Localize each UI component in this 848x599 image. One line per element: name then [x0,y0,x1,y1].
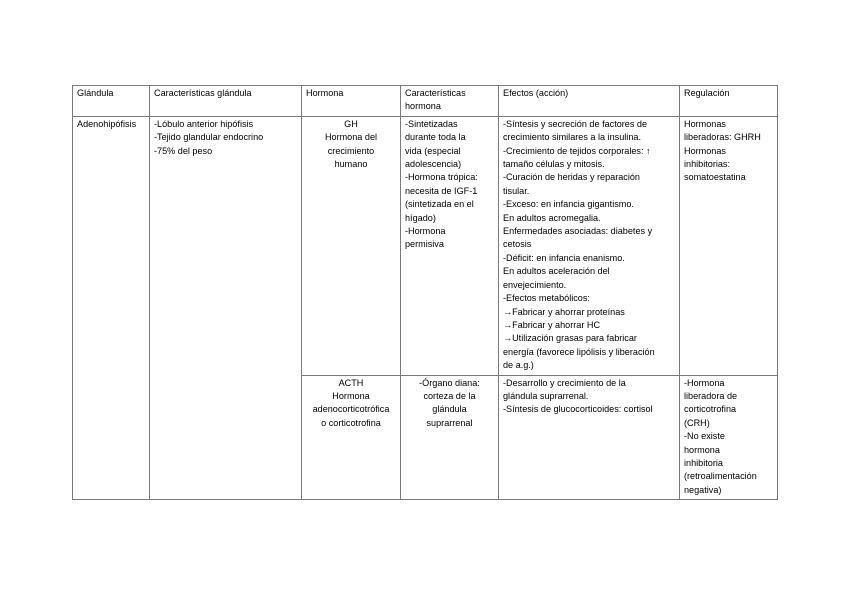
text-line: -Exceso: en infancia gigantismo. [503,199,634,210]
text-line: suprarrenal [426,417,473,428]
gland-features-cell [150,116,302,499]
text-line: Hormona [332,390,370,401]
text-line: adenocorticotrófica [312,404,390,415]
text-line: somatoestatina [684,172,746,183]
hormone-cell-acth [302,375,401,500]
text-line: -Hormona [405,226,446,237]
text-line: inhibitoria [684,457,723,468]
text-line: Enfermedades asociadas: diabetes y [503,226,653,237]
effects-gh-text [503,118,675,373]
text-line: -Síntesis de glucocorticoides: cortisol [503,404,653,415]
text-line: envejecimiento. [503,279,567,290]
text-line: crecimiento [327,145,375,156]
text-line: corteza de la [423,390,476,401]
text-line: glándula [432,404,467,415]
text-line: -Hormona trópica: [405,172,478,183]
text-line: inhibitorias: [684,159,730,170]
text-line: →Fabricar y ahorrar HC [503,319,601,330]
text-line: (retroalimentación [684,471,757,482]
text-line: negativa) [684,484,722,495]
hormone-acth-text [306,377,396,431]
text-line: -Déficit: en infancia enanismo. [503,252,625,263]
text-line: vida (especial [405,145,461,156]
text-line: -Lóbulo anterior hipófisis [154,118,254,129]
text-line: hormona [684,444,720,455]
regulation-cell-acth [680,375,778,500]
effects-cell-acth [499,375,680,500]
text-line: cetosis [503,239,532,250]
text-line: energía (favorece lipólisis y liberación [503,346,655,357]
header-cell-regulation: Regulación [680,86,778,117]
text-line: →Fabricar y ahorrar proteínas [503,306,625,317]
regulation-acth-text [684,377,773,498]
text-line: -Sintetizadas [405,118,458,129]
text-line: tamaño células y mitosis. [503,159,605,170]
text-line: permisiva [405,239,444,250]
text-line: -No existe [684,431,725,442]
text-line: de a.g.) [503,360,534,371]
text-line: glándula suprarrenal. [503,390,589,401]
gland-cell [73,116,150,499]
text-line: (CRH) [684,417,710,428]
text-line: -Crecimiento de tejidos corporales: ↑ [503,145,651,156]
header-row [73,86,778,117]
text-line: durante toda la [405,132,466,143]
text-line: Hormona del [324,132,378,143]
text-line: hígado) [405,212,436,223]
text-line: -Efectos metabólicos: [503,293,590,304]
hormone-cell-gh [302,116,401,375]
text-line: En adultos aceleración del [503,266,610,277]
text-line: liberadora de [684,390,738,401]
hormone-features-gh-text [405,118,494,252]
text-line: -Síntesis y secreción de factores de [503,118,648,129]
gland-hormone-table [72,85,778,500]
text-line: →Utilización grasas para fabricar [503,333,637,344]
hormone-gh-text [306,118,396,172]
text-line: liberadoras: GHRH [684,132,761,143]
text-line: -Órgano diana: [419,377,480,388]
hormone-features-cell-acth [401,375,499,500]
text-line: adolescencia) [405,159,462,170]
text-line: ACTH [338,377,364,388]
text-line: GH [344,118,358,129]
text-line: -Desarrollo y crecimiento de la [503,377,626,388]
text-line: En adultos acromegalia. [503,212,601,223]
text-line: corticotrofina [684,404,737,415]
gland-features-list [154,118,297,158]
table-row-gh [73,116,778,375]
regulation-cell-gh [680,116,778,375]
text-line: crecimiento similares a la insulina. [503,132,641,143]
header-cell-hormone-features [401,86,499,117]
text-line: -Hormona [684,377,725,388]
effects-cell-gh [499,116,680,375]
header-cell-hormone: Hormona [302,86,401,117]
text-line: humano [334,159,368,170]
regulation-gh-text [684,118,773,185]
gland-name: Adenohipófisis [77,118,137,129]
text-line: -Tejido glandular endocrino [154,132,264,143]
hormone-features-acth-text [405,377,494,431]
text-line: -75% del peso [154,145,213,156]
text-line: Hormonas [684,118,726,129]
header-cell-gland: Glándula [73,86,150,117]
text-line: Hormonas [684,145,726,156]
header-cell-effects: Efectos (acción) [499,86,680,117]
header-cell-gland-features: Características glándula [150,86,302,117]
effects-acth-text [503,377,675,417]
text-line: o corticotrofina [321,417,381,428]
text-line: (sintetizada en el [405,199,474,210]
text-line: necesita de IGF-1 [405,185,478,196]
text-line: tisular. [503,185,530,196]
text-line: -Curación de heridas y reparación [503,172,640,183]
hormone-features-cell-gh [401,116,499,375]
header-hormone-features-text: Características hormona [405,88,466,112]
